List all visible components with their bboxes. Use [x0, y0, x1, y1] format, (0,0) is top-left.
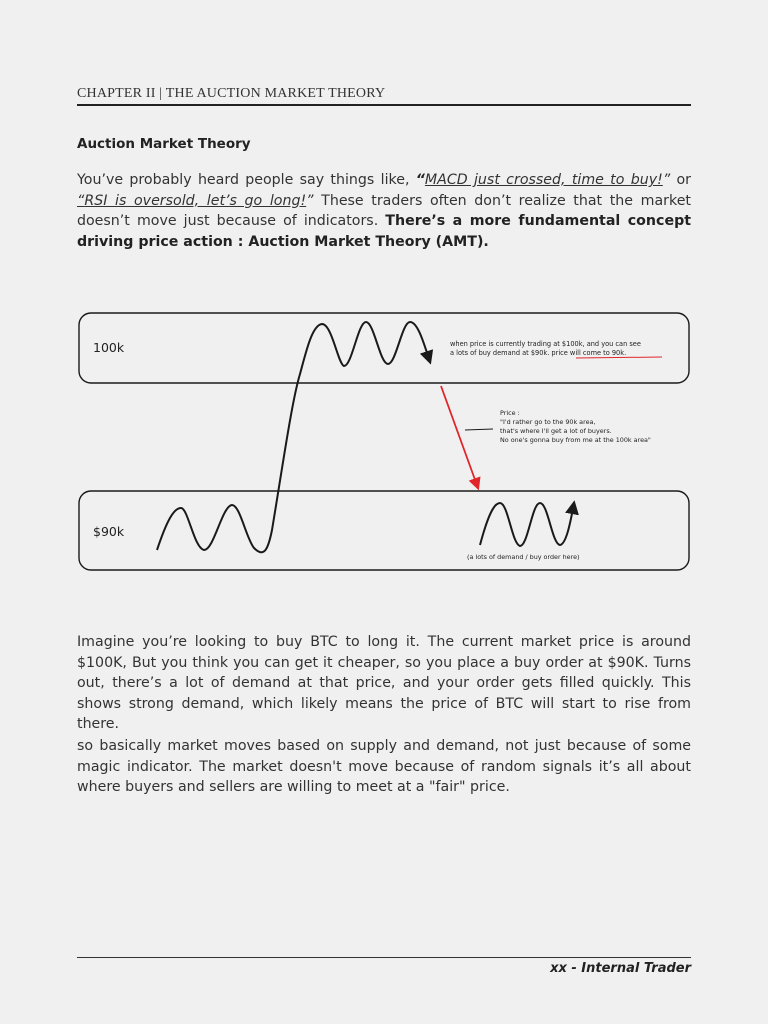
- section-title: Auction Market Theory: [77, 136, 251, 152]
- price-quote-line1: Price :: [500, 409, 520, 417]
- zone-100k-label: 100k: [93, 340, 125, 355]
- price-quote-line2: "I'd rather go to the 90k area,: [500, 418, 596, 426]
- intro-paragraph: [77, 170, 691, 252]
- bounce-path-line: [480, 503, 574, 546]
- price-quote-line3: that's where I'll get a lot of buyers.: [500, 427, 612, 435]
- intro-middle: These traders often don’t realize that the market doesn’t move just because of indicators.: [77, 192, 691, 229]
- zone-100k-box: [79, 313, 689, 383]
- quote-macd: “MACD just crossed, time to buy!”: [415, 172, 671, 188]
- zone-90k-box: [79, 491, 689, 570]
- price-quote-line4: No one's gonna buy from me at the 100k area": [500, 436, 651, 444]
- quote-pointer-line: [465, 429, 493, 430]
- intro-or: or: [670, 172, 691, 188]
- red-arrow: [441, 386, 478, 488]
- intro-lead: You’ve probably heard people say things like,: [77, 172, 416, 188]
- note-bottom: (a lots of demand / buy order here): [467, 553, 580, 561]
- body-paragraph-2: so basically market moves based on supply and demand, not just because of some magic indicator. The market doesn't move because of random signals it’s all about where buyers and sellers are willing to meet at a "fair" price.: [77, 738, 691, 795]
- zone-90k-label: $90k: [93, 524, 125, 539]
- footer-text: xx - Internal Trader: [550, 961, 691, 976]
- amt-diagram: [0, 300, 768, 585]
- note-underline: [576, 357, 662, 358]
- intro-bold: There’s a more fundamental concept driving price action : Auction Market Theory (AMT).: [77, 213, 692, 250]
- chapter-header: CHAPTER II | THE AUCTION MARKET THEORY: [77, 86, 691, 106]
- price-path-line: [157, 322, 430, 552]
- footer-divider: [77, 957, 691, 958]
- body-paragraph-1: Imagine you’re looking to buy BTC to long it. The current market price is around $100K, But you think you can get it cheaper, so you place a buy order at $90K. Turns out, there’s a lot of demand at that price, and your order gets filled quickly. This shows strong demand, which likely means the price of BTC will start to rise from there.: [77, 634, 691, 732]
- note-top-line2: a lots of buy demand at $90k. price will come to 90k.: [450, 349, 627, 357]
- note-top-line1: when price is currently trading at $100k, and you can see: [450, 340, 641, 348]
- quote-rsi: “RSI is oversold, let’s go long!”: [77, 192, 314, 209]
